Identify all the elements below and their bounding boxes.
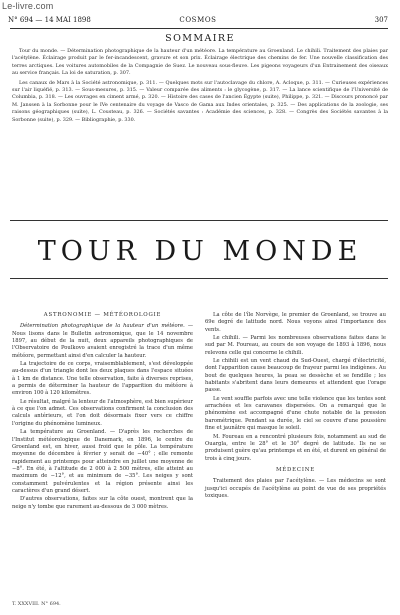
section-title: TOUR DU MONDE — [37, 236, 363, 267]
article-column-left — [12, 312, 193, 512]
article-subheading: Détermination photographique de la hauteur d'un météore. — [20, 323, 185, 330]
summary-paragraph: Tour du monde. — Détermination photographique de la hauteur d'un météore. La température au Groenland. Le chihili. Traitement des plaies par l'acétylène. Éclairage produit par le fer-incandescent, gravure et son prix. Éclairage électrique des chemins de fer. Une nouvelle classification des terres arctiques. Les voitures automobiles de la Compagnie de Suez. Le nouveau sous-fleuve. Les pigeons voyageurs d'un Entrainement des oiseaux au service français. La loi de saturation, p. 307. — [12, 48, 388, 77]
article-text: Le résultat, malgré la lenteur de l'atmosphère, est bien supérieur à ce que l'on admet. Ces observations confirment la conclusion des calculs antérieurs, et l'on doit désormais fixer vers ce chiffre l'origine du phénomène lumineux. — [12, 398, 193, 427]
article-text: La trajectoire de ce corps, vraisemblablement, s'est développée au-dessus d'un triangle dont les deux plaques dans l'espace situées à 1 km de distance. Une telle observation, faite à diverses reprises, a permis de déterminer la hauteur de l'apparition du météore à environ 100 à 120 kilomètres. — [12, 361, 193, 397]
article-text: Traitement des plaies par l'acétylène. — Les médecins se sont jusqu'ici occupés de l'acétylène au point de vue de ses propriétés toxiques. — [205, 478, 386, 499]
summary-heading: SOMMAIRE — [165, 33, 235, 44]
article-text: D'autres observations, faites sur la côte ouest, montrent que la neige n'y tombe que rarement au-dessous de 3 000 mètres. — [12, 496, 193, 510]
section-heading: MÉDECINE — [275, 466, 316, 473]
section-rule-top — [10, 220, 388, 221]
header-rule — [10, 28, 388, 29]
watermark: Le-livre.com — [2, 1, 54, 11]
article-text: La température au Groenland. — D'après les recherches de l'Institut météorologique de Danemark, en 1896, le centre du Groenland est, en hiver, aussi froid que le pôle. La température moyenne de décembre à février y serait de −40° ; elle remonte rapidement au printemps pour atteindre en juillet une moyenne de −8°. En été, à l'altitude de 2 000 à 2 500 mètres, elle atteint au maximum de −12°, et au minimum de −35°. Les neiges y sont constamment pulvérulentes et la région présente ainsi les caractères d'un grand désert. — [12, 429, 193, 494]
article-column-right — [205, 312, 386, 501]
running-head — [8, 14, 388, 26]
article-text: M. Foureau en a rencontré plusieurs fois, notamment au sud de Ouargla, entre le 28° et le 30° degré de latitude. Ils ne se produisent guère qu'au printemps et en été, et durent en général de trois à cinq jours. — [205, 433, 386, 462]
section-rule-bottom — [10, 278, 388, 279]
article-text: Le chihili est un vent chaud du Sud-Ouest, chargé d'électricité, dont l'apparition cause beaucoup de frayeur parmi les indigènes. Au bout de quelques heures, la peau se dessèche et se fendille ; les habitants s'abritent dans leurs demeures et attendent que l'orage passe. — [205, 358, 386, 394]
page-footer: T. XXXVIII. N° 694. — [12, 601, 61, 607]
article-text: La côte de l'île Norvège, le premier de Groenland, se trouve au 69e degré de latitude nord. Nous voyons ainsi l'importance des vents. — [205, 312, 386, 333]
section-heading: ASTRONOMIE — MÉTÉOROLOGIE — [43, 312, 162, 318]
article-text: Le vent souffle parfois avec une telle violence que les tentes sont arrachées et les caravanes dispersées. On a remarqué que le phénomène est accompagné d'une chute notable de la pression barométrique. Pendant sa durée, le ciel se couvre d'une poussière fine et jaunâtre qui masque le soleil. — [205, 395, 386, 432]
issue-number: N° 694 — 14 MAI 1898 — [8, 16, 91, 24]
article-text: Le chihili. — Parmi les nombreuses observations faites dans le sud par M. Foureau, au cours de son voyage de 1893 à 1896, nous relevons celle qui concerne le chihili. — [205, 335, 386, 356]
summary-block — [12, 48, 388, 126]
summary-paragraph: Les canaux de Mars à la Société astronomique, p. 311. — Quelques mots sur l'autoclavage du chlore, A. Acloque, p. 311. — Curieuses expériences sur l'air liquéfié, p. 313. — Sous-mesures, p. 315. — Valeur comparée des aliments : le glycogène, p. 317. — La lance scientifique de l'Université de Columbia, p. 318. — Les ouvrages en ciment armé, p. 320. — Histoire des cases de l'ancien Égypte (suite), Philippe, p. 321. — Discours prononcé par M. Janssen à la Sorbonne pour le IVe centenaire du voyage de Vasco de Gama aux Indes orientales, p. 325. — Des applications de la zoologie, ses raisons géographiques (suite), L. Cousteau, p. 326. — Sociétés savantes : Académie des sciences, p. 328. — Congrès des Sociétés savantes à la Sorbonne (suite), p. 329. — Bibliographie, p. 330. — [12, 79, 388, 123]
page-number: 307 — [374, 16, 388, 24]
journal-name: COSMOS — [179, 16, 217, 24]
article-text: — Nous lisons dans le Bulletin astronomique, que le 14 novembre 1897, au début de la nuit, deux appareils photographiques de l'Observatoire de Poulkovo avaient enregistré la trace d'un même météore, permettant ainsi d'en calculer la hauteur. — [12, 323, 193, 359]
